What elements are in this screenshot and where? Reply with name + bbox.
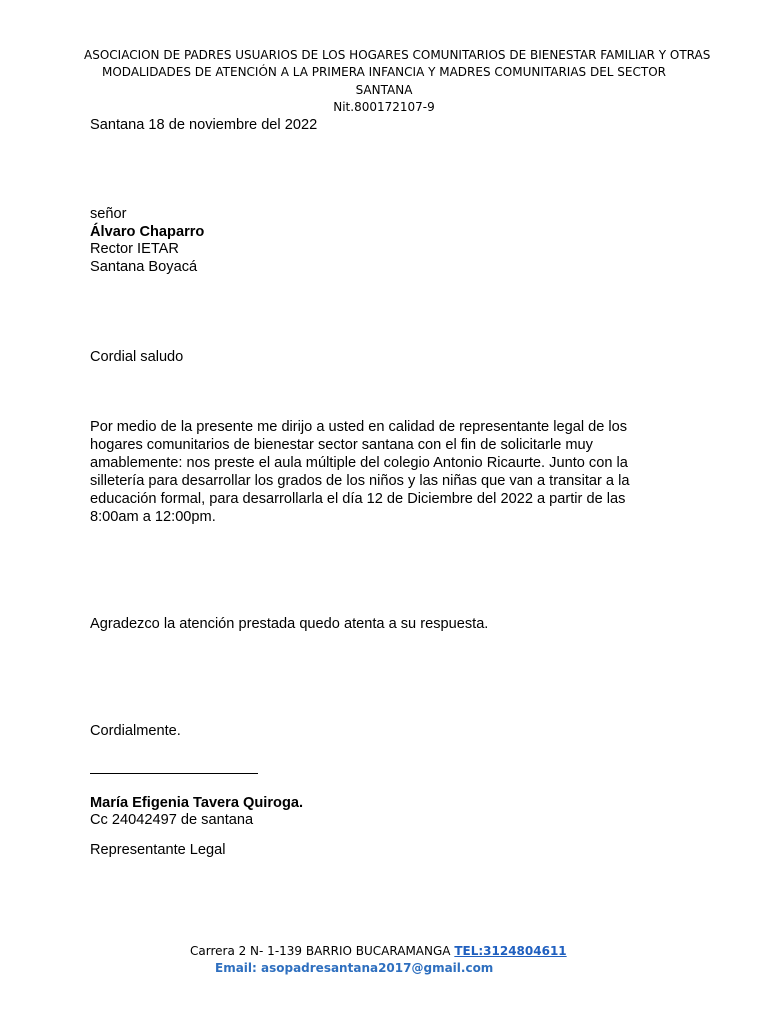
letterhead-line-3: SANTANA: [355, 82, 413, 97]
letterhead-line-2: MODALIDADES DE ATENCIÓN A LA PRIMERA INFANCIA Y MADRES COMUNITARIAS DEL SECTOR: [102, 65, 666, 80]
date-line: Santana 18 de noviembre del 2022: [90, 117, 318, 133]
footer-address: Carrera 2 N- 1-139 BARRIO BUCARAMANGA: [190, 944, 455, 958]
body-line: hogares comunitarios de bienestar sector santana con el fin de solicitarle muy: [90, 436, 593, 453]
body-line: silletería para desarrollar los grados de los niños y las niñas que van a transitar a la: [90, 472, 630, 489]
footer-phone-link[interactable]: TEL:3124804611: [454, 944, 567, 958]
body-paragraph: [90, 419, 674, 526]
letterhead: [84, 47, 711, 116]
body-line: amablemente: nos preste el aula múltiple del colegio Antonio Ricaurte. Junto con la: [90, 454, 628, 471]
greeting: Cordial saludo: [90, 349, 184, 365]
footer-address-line: [190, 943, 567, 960]
closing: Cordialmente.: [90, 723, 181, 739]
thanks-line: Agradezco la atención prestada quedo atenta a su respuesta.: [90, 616, 489, 632]
recipient-name: Álvaro Chaparro: [90, 224, 205, 240]
recipient-title: señor: [90, 206, 127, 222]
body-line: Por medio de la presente me dirijo a usted en calidad de representante legal de los: [90, 419, 628, 435]
signature-line: [90, 773, 258, 774]
letterhead-line-1: ASOCIACION DE PADRES USUARIOS DE LOS HOGARES COMUNITARIOS DE BIENESTAR FAMILIAR Y OTRAS: [84, 48, 711, 62]
body-line: 8:00am a 12:00pm.: [90, 508, 216, 525]
signatory-id: Cc 24042497 de santana: [90, 812, 254, 828]
recipient-location: Santana Boyacá: [90, 259, 198, 275]
signatory-role: Representante Legal: [90, 842, 226, 858]
footer-email[interactable]: Email: asopadresantana2017@gmail.com: [215, 961, 494, 975]
signatory-name: María Efigenia Tavera Quiroga.: [90, 795, 304, 811]
recipient-position: Rector IETAR: [90, 241, 179, 257]
body-line: educación formal, para desarrollarla el día 12 de Diciembre del 2022 a partir de las: [90, 490, 626, 507]
letterhead-nit: Nit.800172107-9: [333, 99, 435, 114]
